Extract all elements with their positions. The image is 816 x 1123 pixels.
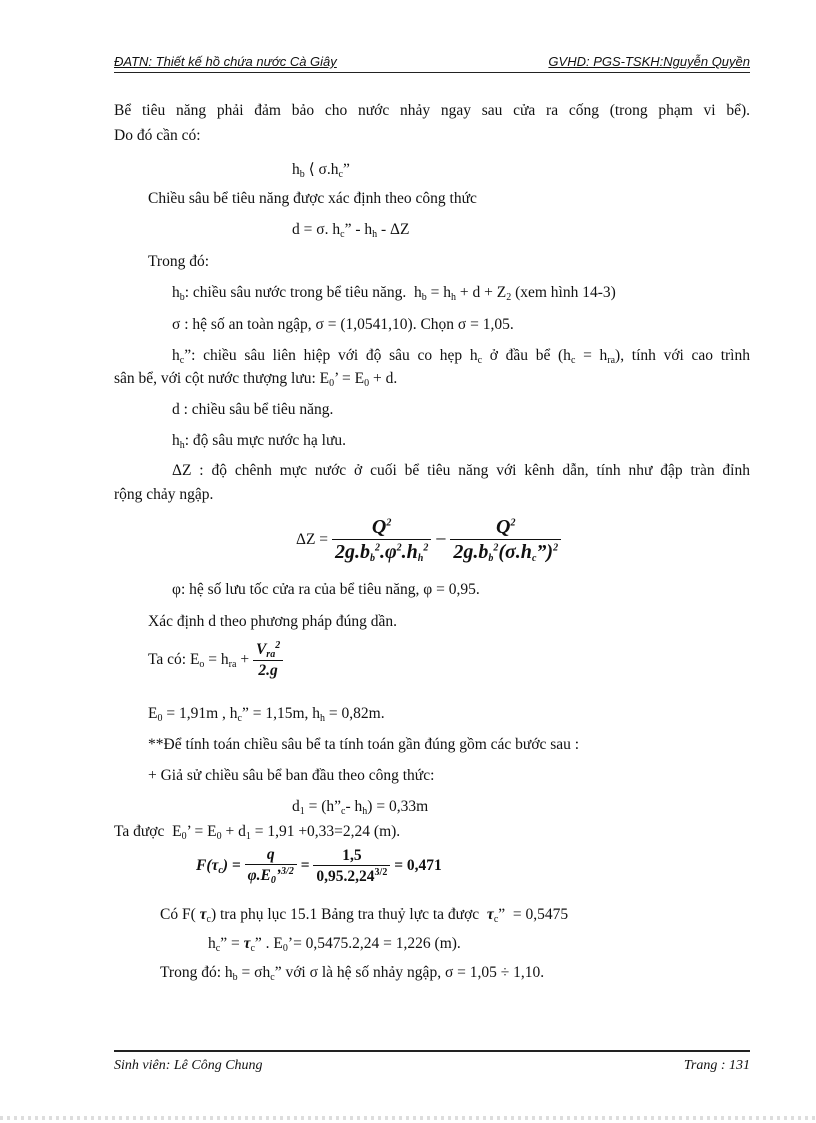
values-line: $E_0 = 1,91m$ , $h_c$” = 1,15m, $h_h = 0,82m$. <box>148 705 385 724</box>
d1-formula: $d_1$ = ($h”_c-$ $h_h) = 0,33m$ <box>292 798 429 817</box>
dz-definition-a: ΔZ : độ chênh mực nước ở cuối bể tiêu năng với kênh dẫn, tính như đập tràn đỉnh <box>172 462 750 479</box>
header-title: ĐATN: Thiết kế hồ chứa nước Cà Giây <box>114 54 337 69</box>
para-1a: Bể tiêu năng phải đảm bảo cho nước nhảy ngay sau cửa ra cống (trong phạm vi bể). <box>114 102 750 119</box>
trong-do-label: Trong đó: <box>148 253 210 270</box>
phi-definition: φ: hệ số lưu tốc cửa ra của bể tiêu năng, φ = 0,95. <box>172 581 480 598</box>
sigma-definition: σ : hệ số an toàn ngập, σ = (1,0541,10). Chọn σ = 1,05. <box>172 316 514 333</box>
depth-formula: d = σ. $h_c$” - $h_h$ - ΔZ <box>292 221 410 240</box>
header-advisor: GVHD: PGS-TSKH:Nguyễn Quyền <box>548 54 750 69</box>
hc-result: $h_c$” = $\tau_c$” . $E_0’= 0,5475.2,24 = 1,226$ (m). <box>208 935 461 954</box>
page-header <box>114 52 750 73</box>
hc-definition-a: $h_c$”: chiều sâu liên hiệp với độ sâu co hẹp $h_c$ ở đầu bể $(h_c = h_{ra})$, tính với cao trình <box>172 347 750 366</box>
method-line: Xác định d theo phương pháp đúng dần. <box>148 613 398 630</box>
footer-page-number: Trang : 131 <box>683 1058 750 1073</box>
assume-line: + Giả sử chiều sâu bể ban đầu theo công thức: <box>148 767 435 784</box>
delta-z-formula: ΔZ = $\frac{Q^2}{2g.b_b^2.\varphi^2.h_h^2}$ − $\frac{Q^2}{2g.b_b^2(\sigma.h_c”)^2}$ <box>296 516 561 564</box>
bottom-dotted-edge <box>0 1116 816 1120</box>
para-1b: Do đó cần có: <box>114 127 201 144</box>
hh-definition: $h_h$: độ sâu mực nước hạ lưu. <box>172 432 346 451</box>
steps-line: **Để tính toán chiều sâu bể ta tính toán gần đúng gồm các bước sau : <box>148 736 580 753</box>
energy-formula: Ta có: $E_o = h_{ra}$ + $\frac{V_{ra}^2}{2.g}$ <box>148 640 283 680</box>
trong-do-2: Trong đó: $h_b = \sigma h_c$” với σ là hệ số nhảy ngập, σ = 1,05 ÷ 1,10. <box>160 964 545 983</box>
result-e0: Ta được $E_0$’ = $E_0 + d_1 = 1,91 +0,33=2,24$ (m). <box>114 823 401 842</box>
f-tau-formula: $F(\tau_c)$ = $\frac{q}{\varphi.E_0’^{3/2}}$ = $\frac{1,5}{0,95.2,24^{3/2}}$ = 0,471 <box>196 846 442 887</box>
lookup-line: Có F( $\tau_c$) tra phụ lục 15.1 Bảng tra thuỷ lực ta được $\tau_c$” = 0,5475 <box>160 906 569 925</box>
condition-formula: $h_b$ ⟨ $\sigma.h_c$” <box>292 161 350 180</box>
footer-student: Sinh viên: Lê Công Chung <box>114 1058 263 1073</box>
page-footer <box>114 1050 750 1073</box>
d-definition: d : chiều sâu bể tiêu năng. <box>172 401 334 418</box>
hc-definition-b: sân bể, với cột nước thượng lưu: $E_0$’ = $E_0 + d$. <box>114 370 398 389</box>
hb-definition: $h_b$: chiều sâu nước trong bể tiêu năng. $h_b = h_h + d + Z_2$ (xem hình 14-3) <box>172 284 616 303</box>
dz-definition-b: rộng chảy ngập. <box>114 486 214 503</box>
para-2: Chiều sâu bể tiêu năng được xác định theo công thức <box>148 190 477 207</box>
